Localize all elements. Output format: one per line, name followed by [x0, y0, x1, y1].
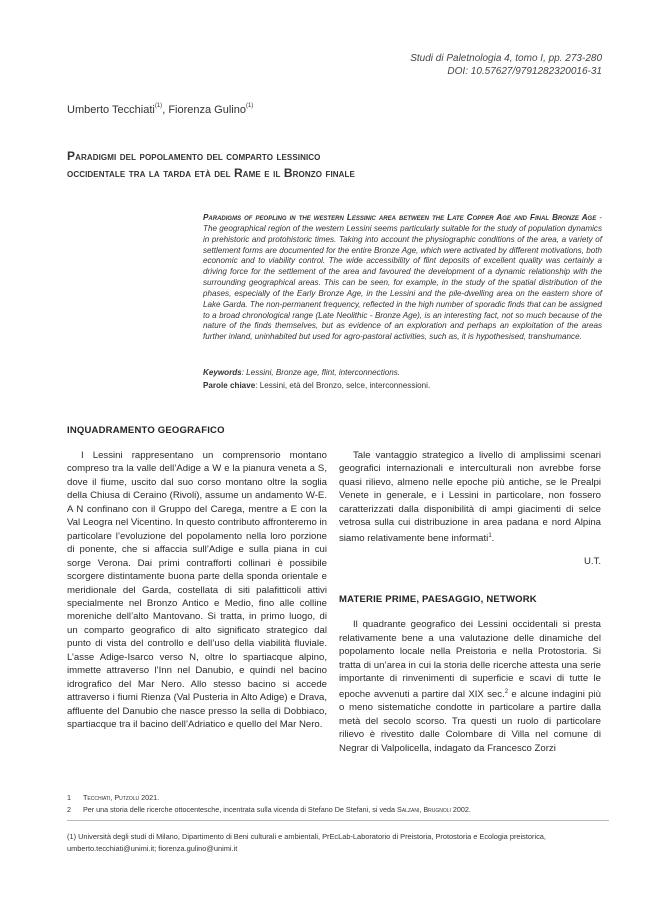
parole-chiave-text: : Lessini, età del Bronzo, selce, interconnessioni. — [255, 381, 431, 390]
signature: U.T. — [583, 556, 601, 568]
section-heading: INQUADRAMENTO GEOGRAFICO — [67, 425, 225, 436]
footnote-text: Per una storia delle ricerche ottocentesche, incentrata sulla vicenda di Stefano De Stefani, si veda — [83, 804, 398, 814]
author-name: Fiorenza Gulino — [168, 104, 246, 116]
affiliation: (1) Università degli studi di Milano, Dipartimento di Beni culturali e ambientali, PrEcLab-Laboratorio di Preistoria, Protostoria e Ecologia preistorica, umberto.tecchiati@unimi.it; fiorenza.gulino@unimi.it — [67, 832, 546, 853]
running-header — [410, 52, 602, 78]
divider — [67, 820, 609, 821]
title-line: Paradigmi del popolamento del comparto lessinico — [67, 149, 321, 163]
section-heading: MATERIE PRIME, PAESAGGIO, NETWORK — [339, 593, 537, 605]
author-name: Umberto Tecchiati — [67, 104, 155, 116]
footnote-text: 2021. — [139, 793, 160, 802]
footnote-number: 1 — [67, 793, 71, 802]
footnote-number: 2 — [67, 804, 71, 814]
keywords-en — [203, 366, 602, 379]
paragraph-text: Tale vantaggio strategico a livello di amplissimi scenari geografici internazionali e interculturali non avrebbe forse quasi rilievo, almeno nelle epoche più antiche, se le Prealpi Venete in generale, e i Lessini in particolare, non fossero caratterizzati dalla disponibilità di ampi giacimenti di selce vetrosa sulla cui distribuzione in area padana e nord Alpina siamo relativamente bene informati — [339, 450, 601, 544]
footnote-author: Tecchiati, Putzolu — [83, 793, 140, 802]
journal-citation: Studi di Paletnologia 4, tomo I, pp. 273-280 — [410, 53, 602, 64]
footnote — [67, 792, 607, 804]
paragraph — [339, 618, 601, 755]
right-column — [339, 449, 601, 755]
doi: DOI: 10.57627/9791282320016-31 — [447, 66, 602, 77]
affiliation-mark: (1) — [154, 103, 163, 109]
paragraph-text: e alcune indagini più o meno sistematiche condotte in particolare a partire dalla metà del secolo scorso. Tra questi un ruolo di particolare rilievo è rivestito dalle Colombare di Villa nel comune di Negrar di Valpolicella, indagato da Francesco Zorzi — [339, 688, 601, 754]
footnote-text: 2002. — [450, 804, 471, 814]
paragraph-text: Il quadrante geografico dei Lessini occidentali si presta relativamente bene a una valutazione delle dinamiche del popolamento locale nella Preistoria e nella Protostoria. Si tratta di un’area in cui la storia delle ricerche attesta una serie importante di rinvenimenti di superficie e scavi di tutte le epoche avvenuti a partire dal XIX sec. — [339, 619, 601, 700]
parole-chiave-label: Parole chiave — [203, 381, 256, 390]
affiliation-mark: (1) — [245, 103, 254, 109]
title-line: occidentale tra la tarda età del Rame e il Bronzo finale — [67, 166, 355, 180]
author-separator: , — [162, 104, 169, 116]
paragraph-text: . — [491, 532, 495, 544]
footnote-author: Salzani, Brugnoli — [397, 804, 451, 814]
keywords-block — [203, 366, 602, 392]
paragraph — [339, 449, 601, 545]
footnote-ref: 1 — [488, 532, 492, 539]
paper-title — [67, 148, 397, 182]
author-list — [67, 104, 253, 116]
abstract — [203, 213, 602, 343]
keywords-it — [203, 379, 602, 392]
keywords-label: Keywords — [203, 368, 242, 377]
footnotes — [67, 792, 607, 815]
abstract-title: Paradigms of peopling in the western Lessinic area between the Late Copper Age and Final Bronze Age — [203, 213, 597, 222]
footnote — [67, 804, 607, 816]
keywords-text: : Lessini, Bronze age, flint, interconnections. — [241, 368, 401, 377]
abstract-text: - The geographical region of the western Lessini seems particularly suitable for the study of population dynamics in prehistoric and protohistoric times. Taking into account the physiographic conditions of the area, a variety of settlement forms are documented for the entire Bronze Age, which were activated by different motivations, both economic and to viability control. The wide accessibility of flint deposits of excellent quality was certainly a driving force for the settlement of the area and favoured the development of a dynamic relationship with the surrounding geographical areas. This can be seen, for example, in the study of the spatial distribution of the phases, especially of the Early Bronze Age, in the Lessini and the pile-dwelling area on the eastern shore of Lake Garda. The non-permanent frequency, reflected in the high number of sporadic finds that can be assigned to a broad chronological range (Late Neolithic - Bronze Age), is an interesting fact, not so much because of the nature of the finds themselves, but as evidence of an exploration and perhaps an exploitation of the areas further inland, uninhabited but used for agro-pastoral activities, such as, it is hypothesised, transhumance. — [203, 213, 602, 342]
paragraph: I Lessini rappresentano un comprensorio montano compreso tra la valle dell’Adige a W e la pianura veneta a S, dove il fiume, uscito dal suo corso montano oltre la soglia della Chiusa di Ceraino (Rivoli), assume un andamento W-E. A N confinano con il Gruppo del Carega, mentre a E con la Val Leogra nel Vicentino. In questo contributo affronteremo in particolare l’evoluzione del popolamento nella loro porzione di ponente, che si affaccia sull’Adige e sulla piana in cui sorge Verona. Dai primi contrafforti collinari è possibile scorgere distintamente buona parte della sponda orientale e meridionale del Garda, costellata di siti palafitticoli attivi specialmente nel Bronzo Antico e Medio, fino alle colline moreniche dell’alto Mantovano. Si tratta, in primo luogo, di un comparto geografico di alto significato strategico dal punto di vista del controllo e dell’uso della viabilità fluviale. L’asse Adige-Isarco verso N, oltre lo spartiacque alpino, immette attraverso l’Inn nel Danubio, e quindi nel bacino idrografico del Mar Nero. Allo stesso bacino si accede attraverso i fiumi Rienza (Val Pusteria in Alto Adige) e Drava, affluente del Danubio che nasce presso la sella di Dobbiaco, spartiacque tra il bacino dell’Adriatico e quello del Mar Nero. — [67, 450, 327, 731]
footnote-ref: 2 — [504, 688, 509, 695]
left-column — [67, 449, 327, 732]
